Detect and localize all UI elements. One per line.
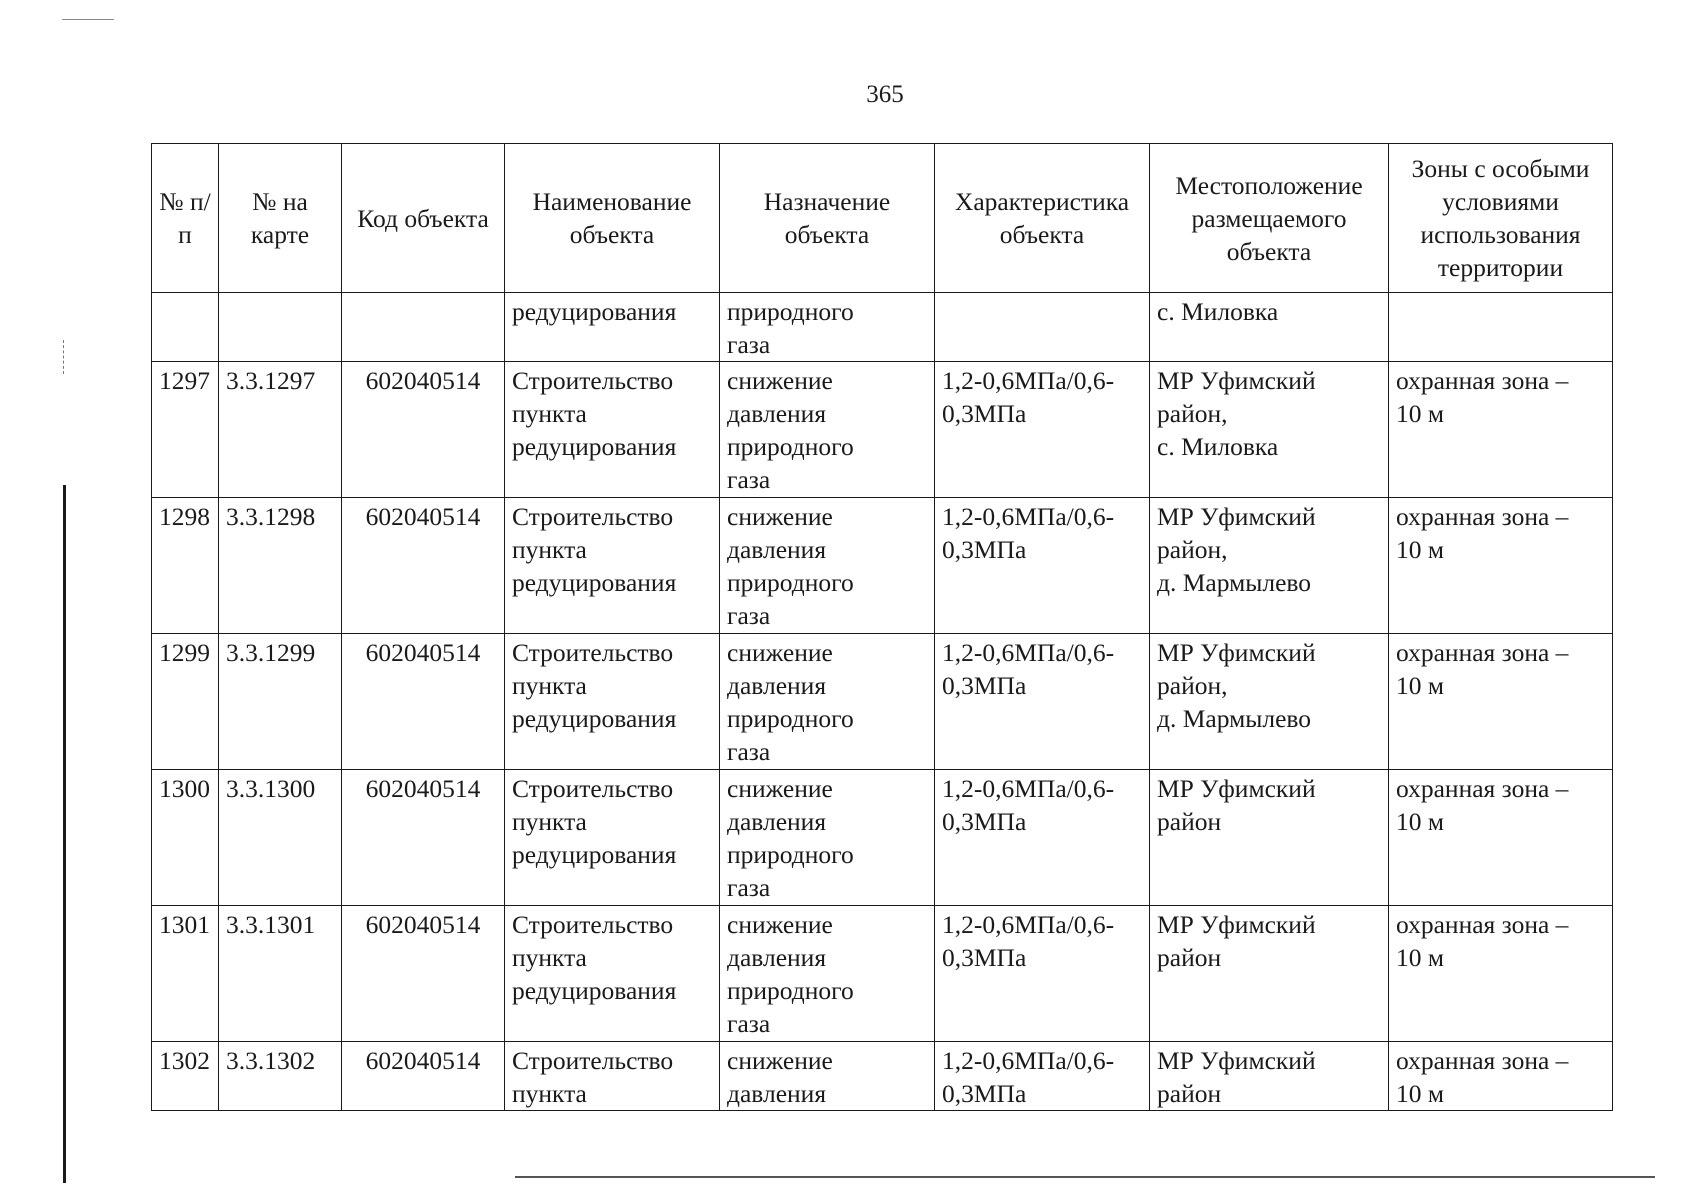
scan-artifact-margin-bar: [63, 485, 66, 1183]
table-row: [152, 906, 1613, 1042]
table-cell: [152, 293, 219, 362]
zone-cell: охранная зона – 10 м: [1389, 770, 1613, 906]
map-number-cell: 3.3.1299: [219, 634, 342, 770]
object-name-cell: Строительство пункта редуцирования: [505, 906, 720, 1042]
object-purpose-cell: снижение давления природного газа: [720, 498, 935, 634]
zone-cell: охранная зона – 10 м: [1389, 634, 1613, 770]
object-characteristic-cell: 1,2-0,6МПа/0,6- 0,3МПа: [935, 1042, 1150, 1111]
table-cell: [1389, 293, 1613, 362]
table-row: [152, 770, 1613, 906]
row-number-cell: 1300: [152, 770, 219, 906]
object-characteristic-cell: 1,2-0,6МПа/0,6- 0,3МПа: [935, 498, 1150, 634]
zone-cell: охранная зона – 10 м: [1389, 498, 1613, 634]
scan-artifact-dash: [63, 340, 65, 374]
object-location-cell: МР Уфимский район: [1150, 770, 1389, 906]
table-header-row: [152, 144, 1613, 293]
object-code-cell: 602040514: [342, 770, 505, 906]
object-code-cell: 602040514: [342, 634, 505, 770]
map-number-cell: 3.3.1297: [219, 362, 342, 498]
object-name-cell: Строительство пункта редуцирования: [505, 634, 720, 770]
object-location-cell: МР Уфимский район: [1150, 1042, 1389, 1111]
object-purpose-cell: снижение давления природного газа: [720, 362, 935, 498]
map-number-cell: 3.3.1301: [219, 906, 342, 1042]
table-cell: природного газа: [720, 293, 935, 362]
object-purpose-cell: снижение давления: [720, 1042, 935, 1111]
scan-artifact-line: [62, 19, 114, 20]
table-cell: [342, 293, 505, 362]
row-number-cell: 1301: [152, 906, 219, 1042]
object-code-cell: 602040514: [342, 498, 505, 634]
object-name-cell: Строительство пункта редуцирования: [505, 498, 720, 634]
table-row-continuation: [152, 293, 1613, 362]
object-location-cell: МР Уфимский район, с. Миловка: [1150, 362, 1389, 498]
object-characteristic-cell: 1,2-0,6МПа/0,6- 0,3МПа: [935, 770, 1150, 906]
page-number: 365: [866, 81, 904, 108]
table-row: [152, 498, 1613, 634]
object-name-cell: Строительство пункта: [505, 1042, 720, 1111]
table-row: [152, 362, 1613, 498]
map-number-cell: 3.3.1298: [219, 498, 342, 634]
zone-cell: охранная зона – 10 м: [1389, 906, 1613, 1042]
header-cell-characteristic: Характеристика объекта: [935, 144, 1150, 293]
map-number-cell: 3.3.1300: [219, 770, 342, 906]
header-cell-code: Код объекта: [342, 144, 505, 293]
object-code-cell: 602040514: [342, 362, 505, 498]
header-cell-zones: Зоны с особыми условиями использования территории: [1389, 144, 1613, 293]
header-cell-purpose: Назначение объекта: [720, 144, 935, 293]
row-number-cell: 1297: [152, 362, 219, 498]
object-purpose-cell: снижение давления природного газа: [720, 634, 935, 770]
row-number-cell: 1299: [152, 634, 219, 770]
object-name-cell: Строительство пункта редуцирования: [505, 362, 720, 498]
object-characteristic-cell: 1,2-0,6МПа/0,6- 0,3МПа: [935, 362, 1150, 498]
object-code-cell: 602040514: [342, 1042, 505, 1111]
objects-table: [151, 143, 1613, 1111]
table-cell: редуцирования: [505, 293, 720, 362]
table-row: [152, 1042, 1613, 1111]
object-purpose-cell: снижение давления природного газа: [720, 906, 935, 1042]
object-location-cell: МР Уфимский район, д. Мармылево: [1150, 498, 1389, 634]
object-purpose-cell: снижение давления природного газа: [720, 770, 935, 906]
scan-artifact-bottom-line: [515, 1176, 1655, 1178]
object-location-cell: МР Уфимский район, д. Мармылево: [1150, 634, 1389, 770]
object-name-cell: Строительство пункта редуцирования: [505, 770, 720, 906]
table-cell: с. Миловка: [1150, 293, 1389, 362]
object-location-cell: МР Уфимский район: [1150, 906, 1389, 1042]
header-cell-map-num: № на карте: [219, 144, 342, 293]
table-cell: [219, 293, 342, 362]
object-characteristic-cell: 1,2-0,6МПа/0,6- 0,3МПа: [935, 634, 1150, 770]
object-characteristic-cell: 1,2-0,6МПа/0,6- 0,3МПа: [935, 906, 1150, 1042]
header-cell-name: Наименование объекта: [505, 144, 720, 293]
map-number-cell: 3.3.1302: [219, 1042, 342, 1111]
header-cell-num: № п/п: [152, 144, 219, 293]
zone-cell: охранная зона – 10 м: [1389, 1042, 1613, 1111]
table-row: [152, 634, 1613, 770]
object-code-cell: 602040514: [342, 906, 505, 1042]
row-number-cell: 1298: [152, 498, 219, 634]
header-cell-location: Местоположение размещаемого объекта: [1150, 144, 1389, 293]
row-number-cell: 1302: [152, 1042, 219, 1111]
zone-cell: охранная зона – 10 м: [1389, 362, 1613, 498]
table-cell: [935, 293, 1150, 362]
